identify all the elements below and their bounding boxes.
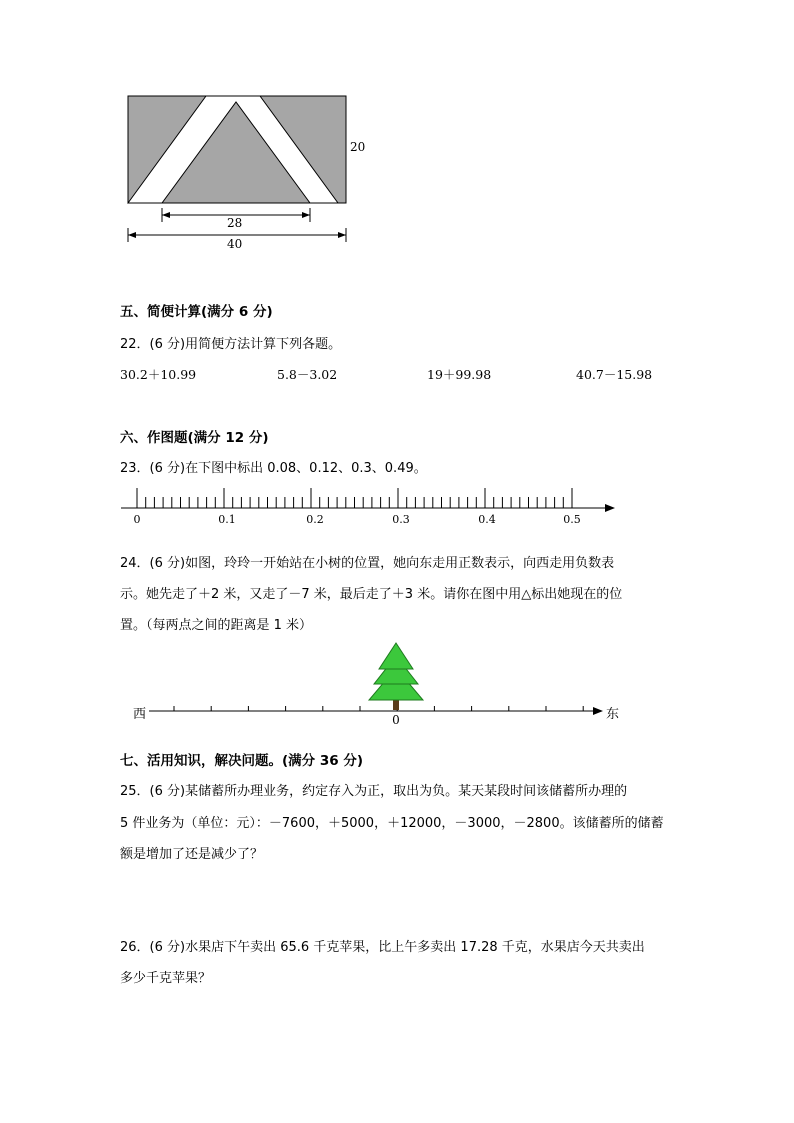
arrow-right-inner (302, 212, 310, 218)
q25-line-1: 25．(6 分)某储蓄所办理业务，约定存入为正，取出为负。某天某段时间该储蓄所办理的 (120, 784, 628, 799)
rectangle-triangle-figure (120, 88, 380, 258)
decimal-number-line (115, 483, 625, 529)
ruler-label-0.1: 0.1 (218, 513, 236, 526)
section5-title: 五、简便计算(满分 6 分) (120, 304, 273, 320)
q25-line-2: 5 件业务为（单位：元）：－7600，＋5000，＋12000，－3000，－2800。该储蓄所的储蓄 (120, 816, 664, 831)
outer-width-label: 40 (227, 237, 243, 251)
number-line-ticks (137, 488, 572, 508)
east-west-arrowhead (593, 707, 603, 715)
arrow-left-inner (162, 212, 170, 218)
ruler-label-0.5: 0.5 (563, 513, 581, 526)
section7-title: 七、活用知识，解决问题。(满分 36 分) (120, 753, 364, 769)
tree-icon (369, 643, 423, 710)
inner-width-label: 28 (227, 216, 243, 230)
ruler-label-0.4: 0.4 (478, 513, 496, 526)
east-west-ticks (174, 706, 583, 711)
ruler-label-0: 0 (133, 513, 141, 526)
ruler-label-0.3: 0.3 (392, 513, 410, 526)
q25-line-3: 额是增加了还是减少了？ (120, 847, 264, 862)
arrow-right-outer (338, 232, 346, 238)
section6-title: 六、作图题(满分 12 分) (120, 430, 269, 446)
q24-line-3: 置。（每两点之间的距离是 1 米） (120, 618, 313, 633)
q26-line-1: 26．(6 分)水果店下午卖出 65.6 千克苹果，比上午多卖出 17.28 千克，水果店今天共卖出 (120, 940, 645, 955)
q22-expression-3: 19＋99.98 (427, 367, 492, 382)
east-west-number-line (125, 638, 635, 728)
number-line-arrowhead (605, 504, 615, 512)
origin-label: 0 (392, 713, 400, 727)
east-label: 东 (606, 707, 620, 722)
west-label: 西 (133, 707, 147, 722)
q22-text: 22．(6 分)用简便方法计算下列各题。 (120, 337, 342, 352)
q24-line-2: 示。她先走了＋2 米，又走了－7 米，最后走了＋3 米。请你在图中用△标出她现在的位 (120, 587, 623, 602)
tree-tier-top (379, 643, 413, 669)
arrow-left-outer (128, 232, 136, 238)
q26-line-2: 多少千克苹果？ (120, 971, 212, 986)
height-label: 20 (350, 140, 366, 154)
q22-expression-4: 40.7－15.98 (576, 367, 653, 382)
q23-text: 23．(6 分)在下图中标出 0.08、0.12、0.3、0.49。 (120, 461, 427, 476)
ruler-label-0.2: 0.2 (306, 513, 324, 526)
q22-expression-1: 30.2＋10.99 (120, 367, 197, 382)
q22-expression-2: 5.8－3.02 (277, 367, 338, 382)
q24-line-1: 24．(6 分)如图，玲玲一开始站在小树的位置，她向东走用正数表示，向西走用负数表 (120, 556, 615, 571)
